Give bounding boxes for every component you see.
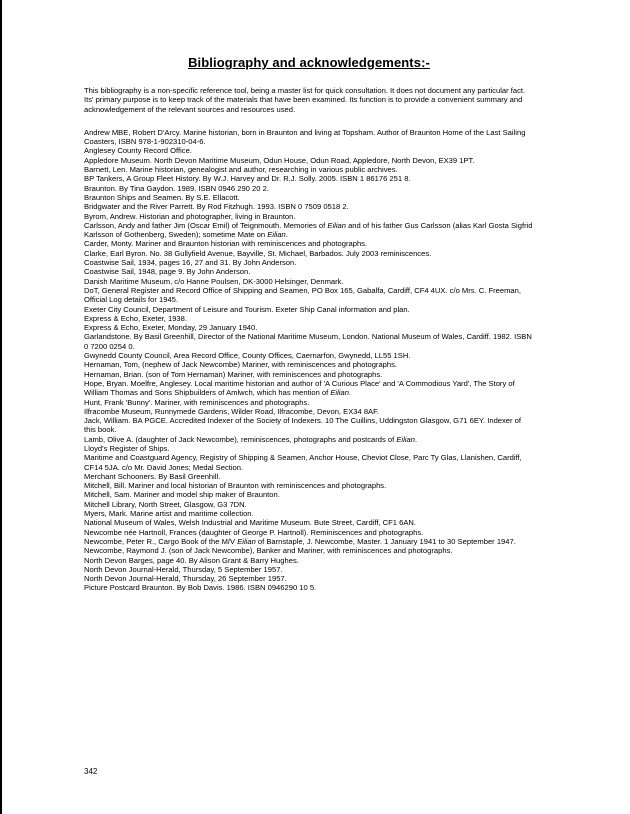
bibliography-entry: Maritime and Coastguard Agency, Registry of Shipping & Seamen, Anchor House, Cheviot Close, Parc Ty Glas, Llanishen, Cardiff, CF14 5JA. c/o Mr. David Jones; Medal Section. bbox=[84, 453, 522, 472]
bibliography-entry: Newcombe née Hartnoll, Frances (daughter of George P. Hartnoll). Reminiscences and photographs. bbox=[84, 527, 424, 537]
bibliography-entry: BP Tankers, A Group Fleet History. By W.J. Harvey and Dr. R.J. Solly. 2005. ISBN 1 86176 251 8. bbox=[84, 174, 411, 184]
bibliography-entry: Clarke, Earl Byron. No. 38 Gullyfield Avenue, Bayville, St. Michael, Barbados. July 2003 reminiscences. bbox=[84, 248, 432, 258]
bibliography-entry: Merchant Schooners. By Basil Greenhill. bbox=[84, 471, 221, 481]
bibliography-entry: Coastwise Sail, 1948, page 9. By John Anderson. bbox=[84, 267, 251, 277]
bibliography-entry: Express & Echo, Exeter, Monday, 29 January 1940. bbox=[84, 323, 258, 333]
intro-paragraph: This bibliography is a non-specific reference tool, being a master list for quick consultation. It does not document any particular fact. Its' primary purpose is to keep track of the materials that have been examined. Its function is to provide a convenient summary and acknowledgement of the relevant sources and resources used. bbox=[84, 86, 526, 114]
bibliography-entry: Coastwise Sail, 1934, pages 16, 27 and 31. By John Anderson. bbox=[84, 258, 297, 268]
bibliography-entry: Garlandstone. By Basil Greenhill, Director of the National Maritime Museum, London. National Museum of Wales, Cardiff. 1982. ISBN 0 7200 0254 0. bbox=[84, 332, 532, 351]
bibliography-entry: Newcombe, Raymond J. (son of Jack Newcombe), Banker and Mariner, with reminiscences and photographs. bbox=[84, 546, 453, 556]
page-number: 342 bbox=[84, 767, 98, 776]
bibliography-entry: Exeter City Council, Department of Leisure and Tourism. Exeter Ship Canal information and plan. bbox=[84, 304, 410, 314]
bibliography-entry: Danish Maritime Museum, c/o Hanne Poulsen, DK-3000 Helsinger, Denmark. bbox=[84, 276, 344, 286]
bibliography-entry: Myers, Mark. Marine artist and maritime collection. bbox=[84, 509, 254, 519]
bibliography-entry: North Devon Barges, page 40. By Alison Grant & Barry Hughes. bbox=[84, 555, 299, 565]
bibliography-entry: Mitchell Library, North Street, Glasgow, G3 7DN. bbox=[84, 499, 247, 509]
bibliography-entry: Braunton. By Tina Gaydon. 1989. ISBN 0946 290 20 2. bbox=[84, 183, 269, 193]
bibliography-entry: Ilfracombe Museum, Runnymede Gardens, Wilder Road, Ilfracombe, Devon, EX34 8AF. bbox=[84, 406, 380, 416]
bibliography-entry: Hernaman, Tom, (nephew of Jack Newcombe) Mariner, with reminiscences and photographs. bbox=[84, 360, 398, 370]
document-page bbox=[84, 55, 534, 593]
bibliography-entry: Gwynedd County Council, Area Record Office, County Offices, Caernarfon, Gwynedd, LL55 1SH. bbox=[84, 351, 411, 361]
bibliography-entry: Andrew MBE, Robert D'Arcy. Marine historian, born in Braunton and living at Topsham. Author of Braunton Home of the Last Sailing Coasters, ISBN 978-1-902310-04-6. bbox=[84, 127, 526, 147]
bibliography-entry: Carder, Monty. Mariner and Braunton historian with reminiscences and photographs. bbox=[84, 239, 368, 249]
bibliography-entry: Mitchell, Bill. Mariner and local historian of Braunton with reminiscences and photographs. bbox=[84, 481, 387, 491]
bibliography-list bbox=[84, 128, 534, 593]
bibliography-entry: Hunt, Frank 'Bunny'. Mariner, with reminiscences and photographs. bbox=[84, 397, 310, 407]
bibliography-entry: Hope, Bryan. Moelfre, Anglesey. Local maritime historian and author of 'A Curious Place' and 'A Commodious Yard', The Story of William Thomas and Sons Shipbuilders of Amlwch, which has mention of Eilian. bbox=[84, 378, 515, 398]
bibliography-entry: Lloyd's Register of Ships. bbox=[84, 443, 170, 453]
bibliography-entry: North Devon Journal-Herald, Thursday, 5 September 1957. bbox=[84, 564, 283, 574]
bibliography-entry: Express & Echo, Exeter, 1938. bbox=[84, 313, 187, 323]
bibliography-entry: Mitchell, Sam. Mariner and model ship maker of Braunton. bbox=[84, 490, 280, 500]
page-left-border bbox=[0, 0, 2, 814]
bibliography-entry: Carlsson, Andy and father Jim (Oscar Emil) of Teignmouth. Memories of Eilian and of his father Gus Carlsson (alias Karl Gosta Sigfrid Karlsson of Gothenberg, Sweden); sometime Mate on Eilian. bbox=[84, 220, 533, 240]
bibliography-entry: Bridgwater and the River Parrett. By Rod Fitzhugh. 1993. ISBN 0 7509 0518 2. bbox=[84, 202, 349, 212]
bibliography-entry: Braunton Ships and Seamen. By S.E. Ellacott. bbox=[84, 192, 240, 202]
bibliography-entry: Picture Postcard Braunton. By Bob Davis. 1986. ISBN 0946290 10 5. bbox=[84, 583, 317, 593]
bibliography-entry: National Museum of Wales, Welsh Industrial and Maritime Museum. Bute Street, Cardiff, CF1 6AN. bbox=[84, 518, 417, 528]
page-title: Bibliography and acknowledgements:- bbox=[188, 55, 430, 70]
bibliography-entry: North Devon Journal-Herald, Thursday, 26 September 1957. bbox=[84, 574, 287, 584]
bibliography-entry: Hernaman, Brian. (son of Tom Hernaman) Mariner, with reminiscences and photographs. bbox=[84, 369, 383, 379]
bibliography-entry: Appledore Museum. North Devon Maritime Museum, Odun House, Odun Road, Appledore, North Devon, EX39 1PT. bbox=[84, 155, 475, 165]
bibliography-entry: Lamb, Olive A. (daughter of Jack Newcombe), reminiscences, photographs and postcards of Eilian. bbox=[84, 434, 418, 444]
bibliography-entry: Anglesey County Record Office. bbox=[84, 146, 192, 156]
bibliography-entry: Barnett, Len. Marine historian, genealogist and author, researching in various public archives. bbox=[84, 165, 398, 175]
bibliography-entry: DoT, General Register and Record Office of Shipping and Seamen, PO Box 165, Gabalfa, Cardiff, CF4 4UX. c/o Mrs. C. Freeman, Official Log details for 1945. bbox=[84, 285, 521, 305]
bibliography-entry: Jack, William. BA PGCE. Accredited Indexer of the Society of Indexers. 10 The Cuillins, Uddingston Glasgow, G71 6EY. Indexer of this book. bbox=[84, 416, 522, 435]
bibliography-entry: Byrom, Andrew. Historian and photographer, living in Braunton. bbox=[84, 211, 296, 221]
bibliography-entry: Newcombe, Peter R., Cargo Book of the M/V Eilian of Barnstaple, J. Newcombe, Master. 1 January 1941 to 30 September 1947. bbox=[84, 536, 516, 546]
